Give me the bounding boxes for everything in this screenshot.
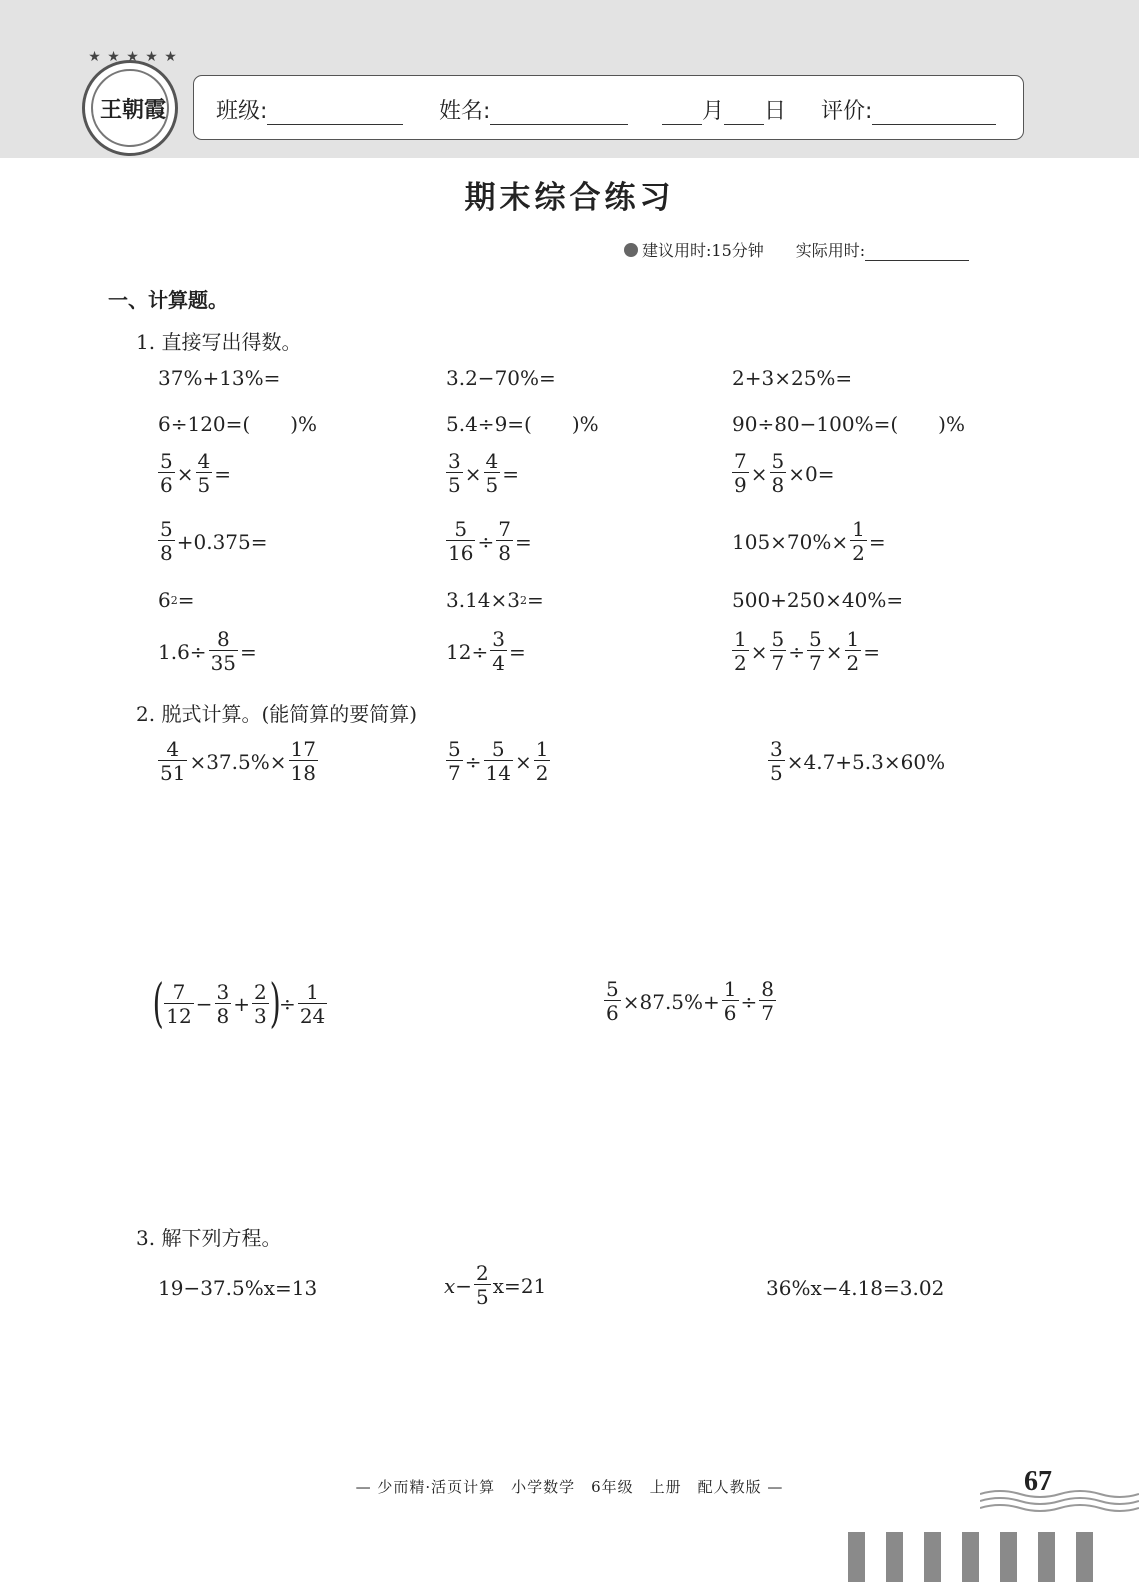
- fraction: $\frac{3}{4}$: [492, 627, 505, 675]
- expr-2-1: 6÷120=( )%: [158, 412, 318, 436]
- fraction: $\frac{3}{5}$: [770, 737, 783, 785]
- calc-2: 5 7 ÷ 5 14 × 1 2: [448, 737, 549, 785]
- calc-3: $\frac{3}{5}$ ×4.7+5.3×60%: [770, 737, 946, 785]
- name-label: 姓名:: [439, 99, 491, 124]
- fraction: 1 2: [846, 627, 860, 675]
- eval-blank[interactable]: [872, 102, 996, 125]
- expr-6-2: 12÷ $\frac{3}{4}$ =: [446, 627, 526, 675]
- expr-2-3: 90÷80−100%=( )%: [732, 412, 965, 436]
- expr-5-2: 3.14×3 2 =: [446, 588, 544, 612]
- fraction: 7 9: [734, 449, 747, 497]
- logo-stars-icon: ★ ★ ★ ★ ★: [88, 49, 178, 65]
- edge-mark: [962, 1532, 979, 1582]
- fraction: $\frac{5}{6}$: [606, 977, 619, 1025]
- suggested-time: 建议用时:15分钟: [642, 241, 764, 260]
- fraction: 5 6: [160, 449, 173, 497]
- expr-3-3: 7 9 × $\frac{5}{8}$ ×0=: [734, 449, 835, 497]
- fraction: 1 2: [535, 737, 549, 785]
- fraction: 1 2: [734, 627, 747, 675]
- fraction: $\frac{17}{18}$: [290, 737, 316, 785]
- page-number: 67: [1024, 1466, 1052, 1497]
- name-field: [439, 94, 628, 125]
- fraction: 5 7: [809, 627, 822, 675]
- name-blank[interactable]: [490, 102, 628, 125]
- expr-4-2: 5 16 ÷ 7 8 =: [448, 517, 532, 565]
- expr-3-2: 3 5 × 4 5 =: [448, 449, 519, 497]
- expr-6-1: 1.6÷ $\frac{8}{35}$ =: [158, 627, 257, 675]
- class-blank[interactable]: [267, 102, 403, 125]
- eval-field: [821, 94, 996, 125]
- fraction: 4 5: [197, 449, 211, 497]
- expr-4-1: 5 8 +0.375=: [160, 517, 268, 565]
- expr-5-3: 500+250×40%=: [732, 588, 904, 612]
- expr-3-1: 5 6 × 4 5 =: [160, 449, 231, 497]
- fraction: 5 8: [160, 517, 173, 565]
- class-label: 班级:: [216, 99, 268, 124]
- edge-mark: [1000, 1532, 1017, 1582]
- edge-mark: [1038, 1532, 1055, 1582]
- fraction: 4 5: [485, 449, 499, 497]
- fraction: 5 7: [448, 737, 461, 785]
- fraction: 3 5: [448, 449, 461, 497]
- edge-mark: [848, 1532, 865, 1582]
- question-2-heading: 2. 脱式计算。(能简算的要简算): [136, 702, 418, 726]
- fraction: 7 8: [498, 517, 511, 565]
- month-blank[interactable]: [662, 102, 702, 125]
- edge-mark: [924, 1532, 941, 1582]
- page-title: 期末综合练习: [464, 180, 675, 216]
- fraction: 5 14: [485, 737, 511, 785]
- footer-text: — 少而精·活页计算 小学数学 6年级 上册 配人教版 —: [355, 1478, 784, 1496]
- edge-mark: [886, 1532, 903, 1582]
- clock-icon: [624, 243, 638, 257]
- eval-label: 评价:: [821, 99, 873, 124]
- day-label: 日: [764, 99, 787, 124]
- fraction: 7 12: [166, 979, 192, 1028]
- expr-1-1: 37%+13%=: [158, 366, 281, 390]
- equation-1: 19−37.5%x=13: [158, 1276, 318, 1300]
- edge-mark: [1076, 1532, 1093, 1582]
- expr-2-2: 5.4÷9=( )%: [446, 412, 599, 436]
- month-label: 月: [702, 99, 725, 124]
- time-info: [624, 238, 969, 261]
- expr-5-1: 6 2 =: [158, 588, 195, 612]
- fraction: 5 16: [448, 517, 474, 565]
- day-blank[interactable]: [724, 102, 764, 125]
- expr-1-2: 3.2−70%=: [446, 366, 556, 390]
- date-field: [662, 94, 786, 125]
- fraction: $\frac{5}{8}$: [771, 449, 785, 497]
- equation-3: 36%x−4.18=3.02: [766, 1276, 945, 1300]
- publisher-logo: [82, 49, 178, 156]
- fraction: 1 24: [299, 979, 326, 1028]
- fraction: $\frac{4}{51}$: [160, 737, 186, 785]
- fraction: $\frac{1}{2}$: [852, 517, 865, 565]
- fraction: $\frac{1}{6}$: [723, 977, 737, 1025]
- calc-1: $\frac{4}{51}$ ×37.5%× $\frac{17}{18}$: [160, 737, 316, 785]
- question-1-heading: 1. 直接写出得数。: [136, 330, 302, 354]
- expr-6-3: 1 2 × 5 7 ÷ 5 7 × 1 2 =: [734, 627, 880, 675]
- actual-time-label: 实际用时:: [795, 241, 866, 260]
- fraction: 8 7: [761, 977, 775, 1025]
- fraction: $\frac{8}{35}$: [210, 627, 237, 675]
- calc-5: $\frac{5}{6}$ ×87.5%+ $\frac{1}{6}$ ÷ 8 7: [606, 977, 775, 1025]
- question-3-heading: 3. 解下列方程。: [136, 1226, 282, 1250]
- class-field: [216, 94, 403, 125]
- logo-text: 王朝霞: [99, 97, 166, 123]
- right-paren: ): [269, 974, 281, 1034]
- wave-decoration-icon: [980, 1486, 1139, 1516]
- expr-4-3: 105×70%× $\frac{1}{2}$ =: [732, 517, 886, 565]
- actual-time-blank[interactable]: [865, 244, 969, 261]
- fraction: 2 3: [254, 979, 267, 1028]
- equation-2: x− $\frac{2}{5}$ x=21: [444, 1261, 547, 1309]
- student-info-box: [193, 75, 1024, 140]
- fraction: $\frac{2}{5}$: [476, 1261, 489, 1309]
- fraction: 3 8: [216, 979, 230, 1028]
- left-paren: (: [152, 974, 164, 1034]
- expr-1-3: 2+3×25%=: [732, 366, 853, 390]
- section-heading: 一、计算题。: [108, 288, 228, 312]
- fraction: 5 7: [771, 627, 785, 675]
- calc-4: ( 7 12 − 3 8 + 2 3 ) ÷ 1 24: [152, 974, 326, 1034]
